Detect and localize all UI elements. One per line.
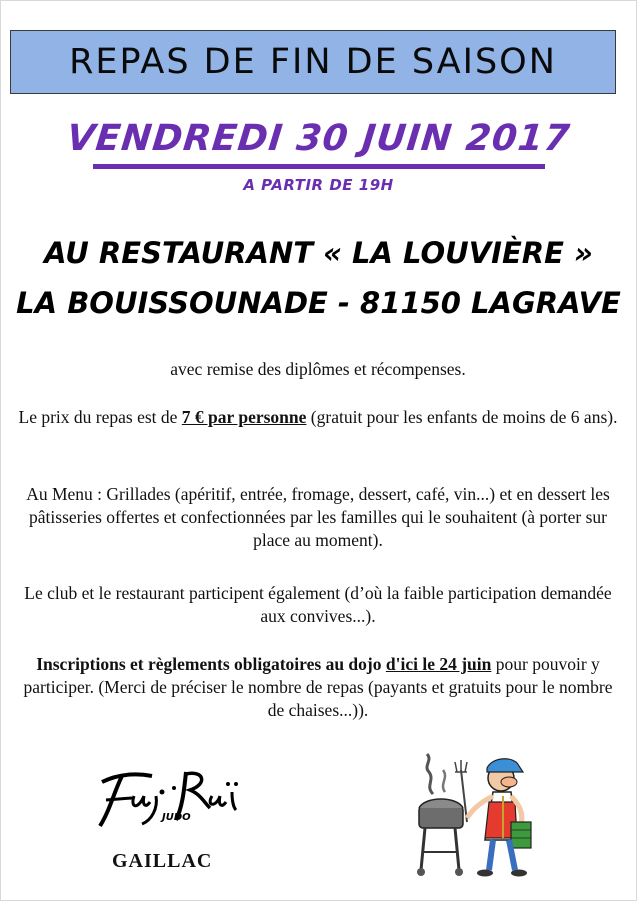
- registration-deadline: d'ici le 24 juin: [385, 654, 492, 674]
- venue-address: LA BOUISSOUNADE - 81150 LAGRAVE: [16, 286, 621, 320]
- barbecue-chef-illustration: [405, 752, 535, 880]
- venue-name: AU RESTAURANT « LA LOUVIÈRE »: [44, 236, 593, 270]
- page-title: REPAS DE FIN DE SAISON: [69, 42, 557, 82]
- club-city: GAILLAC: [112, 850, 213, 872]
- registration-bold: Inscriptions et règlements obligatoires au dojo: [36, 654, 386, 674]
- menu-paragraph: Au Menu : Grillades (apéritif, entrée, fromage, dessert, café, vin...) et en dessert les pâtisseries offertes et confectionnées par les familles qui le souhaitent (à porter sur place au moment).: [26, 484, 610, 550]
- price-prefix: Le prix du repas est de: [18, 407, 182, 427]
- registration-paragraph: [14, 653, 622, 722]
- title-banner: [10, 30, 616, 94]
- event-date-block: [0, 118, 637, 159]
- price-paragraph: [14, 406, 622, 429]
- event-date: VENDREDI 30 JUIN 2017: [64, 118, 573, 159]
- price-suffix: (gratuit pour les enfants de moins de 6 ans).: [306, 407, 618, 427]
- price-value: 7 € par personne: [181, 407, 307, 427]
- date-underline: [93, 164, 545, 169]
- participation-paragraph: Le club et le restaurant participent également (d’où la faible participation demandée aux convives...).: [24, 583, 612, 626]
- awards-paragraph: avec remise des diplômes et récompenses.: [170, 359, 466, 379]
- registration-rest: pour pouvoir y participer. (Merci de préciser le nombre de repas (payants et gratuits pour le nombre de chaises...)).: [23, 654, 613, 720]
- svg-text:JUDO: JUDO: [162, 812, 191, 823]
- club-logo: [92, 762, 252, 832]
- event-time: A PARTIR DE 19H: [243, 176, 394, 194]
